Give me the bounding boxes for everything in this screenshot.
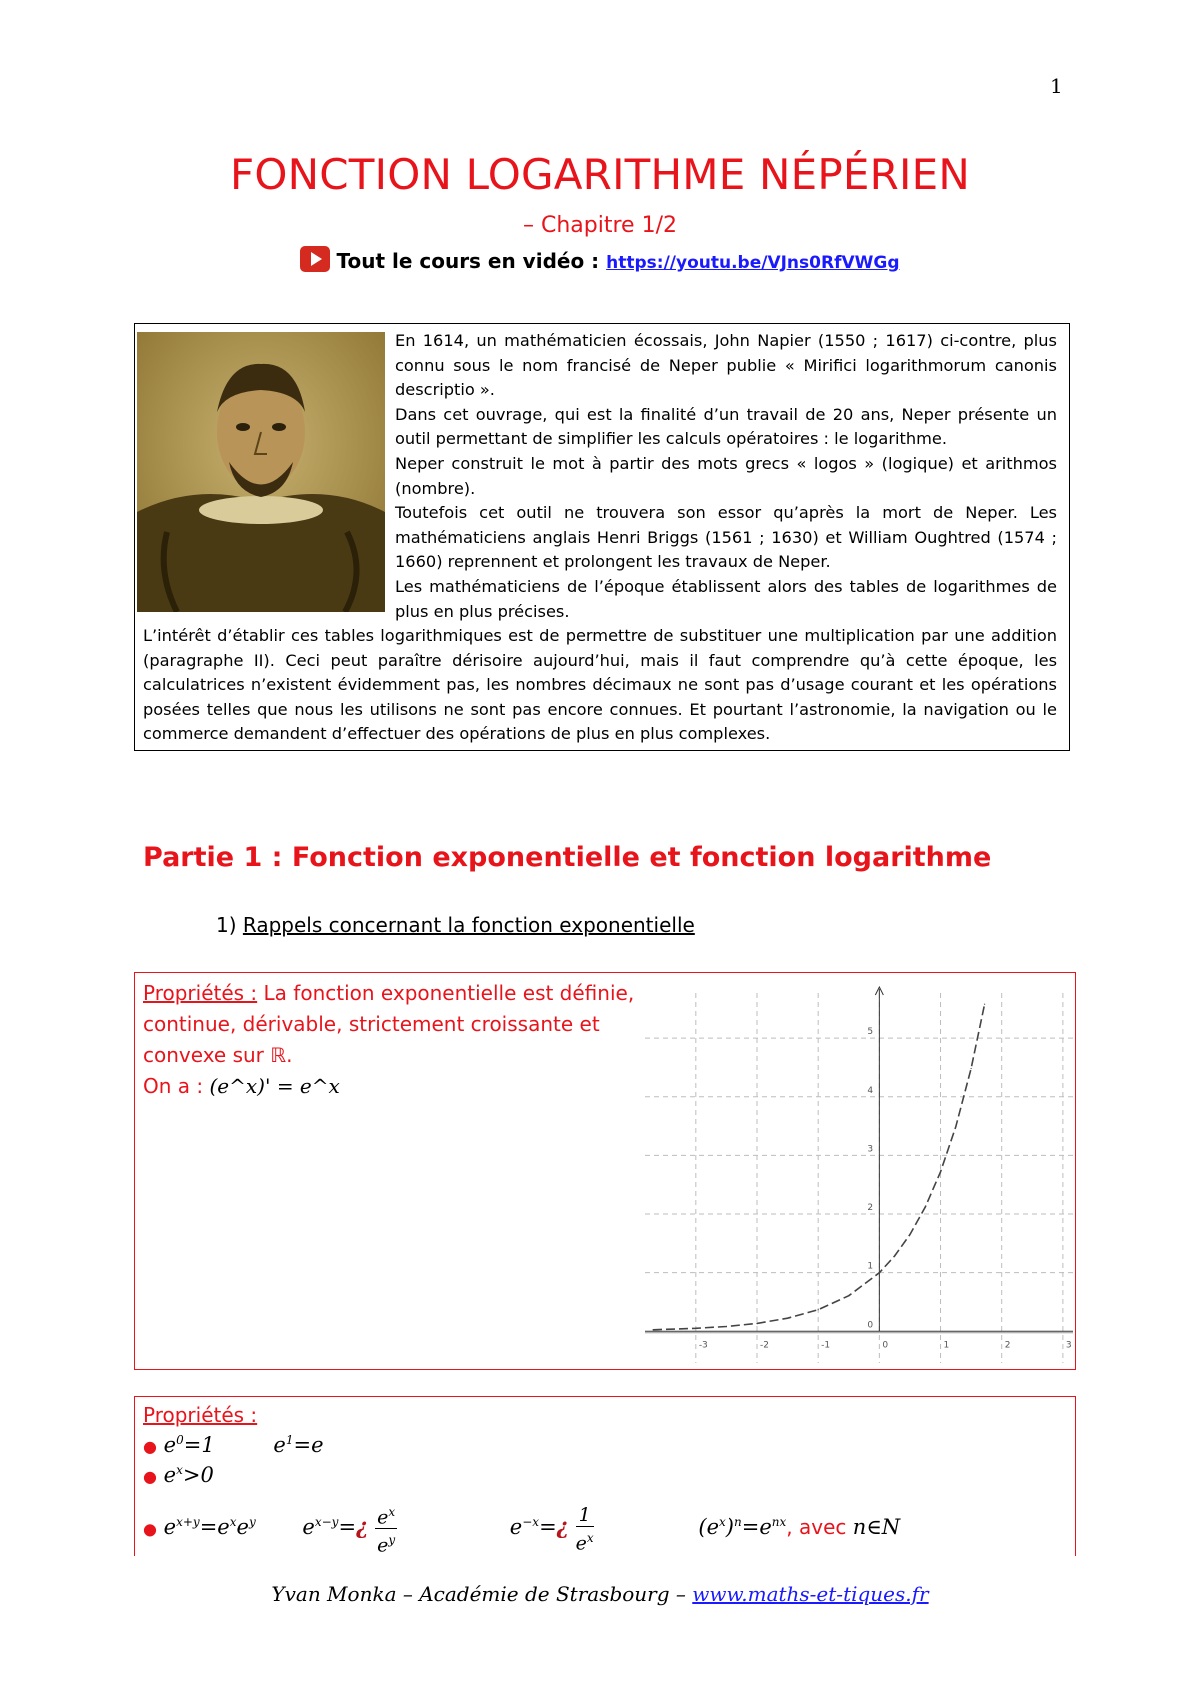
intro-paragraph: Dans cet ouvrage, qui est la finalité d’un travail de 20 ans, Neper présente un outil permettant de simplifier les calculs opératoires : le logarithme. — [395, 404, 1057, 449]
intro-paragraph: En 1614, un mathématicien écossais, John Napier (1550 ; 1617) ci-contre, plus connu sous le nom francisé de Neper publie « Mirifici logarithmorum canonis descriptio ». — [395, 331, 1057, 400]
curve-point — [879, 1272, 880, 1273]
exponential-graph — [645, 973, 1073, 1367]
section-heading — [216, 913, 695, 937]
footer-link[interactable]: www.maths-et-tiques.fr — [692, 1582, 929, 1606]
curve-point — [909, 1234, 910, 1235]
y-tick-label: 4 — [867, 1085, 874, 1096]
exponential-curve — [653, 1004, 985, 1330]
page-number: 1 — [1050, 74, 1063, 98]
formula-row-3 — [143, 1501, 1063, 1557]
formula-row-1 — [143, 1433, 324, 1457]
curve-point — [652, 1329, 653, 1330]
properties-box-exponential — [134, 972, 1076, 1370]
on-a-label: On a : — [143, 1074, 210, 1098]
y-tick-label: 5 — [867, 1027, 874, 1038]
exponential-chart-svg — [645, 973, 1073, 1367]
curve-point — [940, 1171, 941, 1172]
derivative-formula: (e^x)' = e^x — [209, 1074, 340, 1098]
x-tick-label: -1 — [821, 1340, 831, 1351]
formula-row-2 — [143, 1463, 214, 1487]
curve-point — [726, 1326, 727, 1327]
intro-paragraph: Toutefois cet outil ne trouvera son essor qu’après la mort de Neper. Les mathématiciens anglais Henri Briggs (1561 ; 1630) et William Oughtred (1574 ; 1660) reprennent et prolongent les travaux de Neper. — [395, 503, 1057, 572]
curve-point — [848, 1295, 849, 1296]
y-tick-label: 3 — [867, 1144, 874, 1155]
napier-portrait — [137, 332, 385, 612]
footer — [0, 1582, 1200, 1606]
intro-paragraph: Les mathématiciens de l’époque établissent alors des tables de logarithmes de plus en plus précises. — [395, 576, 1057, 621]
y-tick-label: 1 — [867, 1261, 874, 1272]
x-tick-label: 2 — [1004, 1340, 1011, 1351]
properties-label: Propriétés : — [143, 1403, 258, 1427]
curve-point — [787, 1318, 788, 1319]
properties-description: La fonction exponentielle est définie, continue, dérivable, strictement croissante et convexe sur ℝ. — [143, 981, 635, 1067]
formula-ex-positive: $e^x>0$ — [163, 1463, 214, 1487]
formula-difference: $e^{x-y}=¿$ $\frac{e^x}{e^y}$ — [302, 1515, 397, 1539]
curve-point — [818, 1309, 819, 1310]
formula-e0: $e^0=1$ — [163, 1433, 215, 1457]
page-title: FONCTION LOGARITHME NÉPÉRIEN — [230, 150, 970, 199]
properties-label: Propriétés : — [143, 981, 258, 1005]
curve-point — [971, 1068, 972, 1069]
footer-text: Yvan Monka – Académie de Strasbourg – — [271, 1582, 693, 1606]
properties-text — [143, 978, 653, 1102]
video-link[interactable]: https://youtu.be/VJns0RfVWGg — [606, 253, 900, 273]
x-tick-label: 0 — [882, 1340, 889, 1351]
intro-paragraph: L’intérêt d’établir ces tables logarithmiques est de permettre de substituer une multiplication par une addition (paragraphe II). Ceci peut paraître dérisoire aujourd’hui, mais il faut comprendre qu’à cette époque, les calculatrices n’existent évidemment pas, les nombres décimaux ne sont pas d’usage courant et les opérations posées telles que nous les utilisons ne sont pas encore connues. Et pourtant l’astronomie, la navigation ou le commerce demandent d’effectuer des opérations de plus en plus complexes. — [143, 626, 1057, 744]
part-heading: Partie 1 : Fonction exponentielle et fonction logarithme — [143, 842, 992, 873]
formula-power: $(e^x)^n=e^{nx}$, avec n∈N — [698, 1515, 901, 1540]
x-tick-label: -3 — [698, 1340, 708, 1351]
page-subtitle: – Chapitre 1/2 — [523, 213, 677, 238]
bullet-icon: ● — [143, 1467, 157, 1486]
y-tick-label: 2 — [867, 1203, 874, 1214]
section-title: Rappels concernant la fonction exponentielle — [242, 913, 695, 937]
formula-sum: $e^{x+y}=e^xe^y$ — [163, 1515, 256, 1540]
y-tick-label: 0 — [867, 1320, 874, 1331]
formula-e1: $e^1=e$ — [273, 1433, 324, 1457]
youtube-play-icon[interactable] — [300, 246, 330, 272]
video-label: Tout le cours en vidéo : — [336, 249, 607, 273]
curve-point — [984, 1004, 985, 1005]
bullet-icon: ● — [143, 1437, 157, 1456]
properties-box-rules — [134, 1396, 1076, 1556]
intro-paragraph: Neper construit le mot à partir des mots grecs « logos » (logique) et arithmos (nombre). — [395, 453, 1057, 498]
section-number: 1) — [216, 913, 243, 937]
x-tick-label: 1 — [943, 1340, 950, 1351]
curve-point — [955, 1126, 956, 1127]
curve-point — [894, 1255, 895, 1256]
x-tick-label: 3 — [1065, 1340, 1072, 1351]
formula-inverse: $e^{-x}=¿$ $\frac{1}{e^x}$ — [509, 1503, 594, 1554]
curve-point — [695, 1328, 696, 1329]
curve-point — [756, 1323, 757, 1324]
bullet-icon: ● — [143, 1519, 157, 1539]
x-tick-label: -2 — [760, 1340, 769, 1351]
curve-point — [925, 1207, 926, 1208]
video-line — [0, 246, 1200, 273]
intro-box — [134, 323, 1070, 751]
